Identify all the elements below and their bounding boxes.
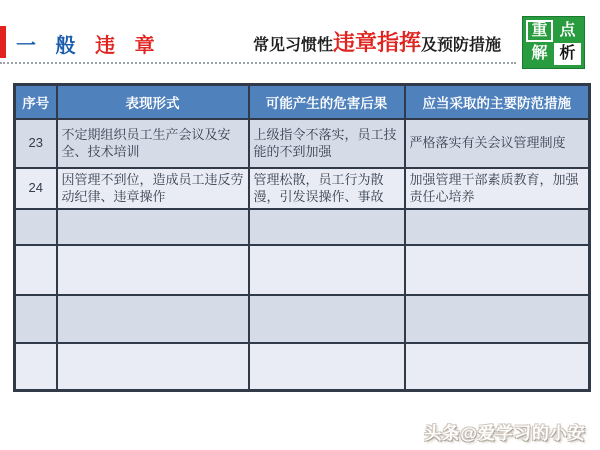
subtitle-suffix: 及预防措施 <box>421 37 502 54</box>
cell-form: 不定期组织员工生产会议及安全、技术培训 <box>57 119 249 168</box>
cell-measure <box>405 343 590 391</box>
badge-char-3: 解 <box>531 45 548 62</box>
section-title <box>16 29 162 58</box>
slide-subtitle <box>253 26 501 57</box>
col-header-consequence: 可能产生的危害后果 <box>249 85 405 119</box>
table-row <box>15 209 590 245</box>
subtitle-highlight: 违章指挥 <box>333 30 422 55</box>
col-header-form: 表现形式 <box>57 85 249 119</box>
cell-measure: 严格落实有关会议管理制度 <box>405 119 590 168</box>
table-body <box>15 119 590 391</box>
table-row <box>15 119 590 168</box>
table-row <box>15 295 590 343</box>
cell-consequence: 上级指令不落实，员工技能的不到加强 <box>249 119 405 168</box>
section-title-red: 违 章 <box>95 35 162 57</box>
cell-number <box>15 209 57 245</box>
cell-number <box>15 245 57 295</box>
cell-consequence <box>249 295 405 343</box>
cell-form <box>57 343 249 391</box>
cell-consequence <box>249 245 405 295</box>
cell-consequence <box>249 343 405 391</box>
cell-number: 24 <box>15 168 57 209</box>
table-header-row <box>15 85 590 119</box>
key-analysis-badge <box>522 16 585 69</box>
cell-measure: 加强管理干部素质教育，加强责任心培养 <box>405 168 590 209</box>
dotted-divider <box>0 62 516 64</box>
cell-form: 因管理不到位，造成员工违反劳动纪律、违章操作 <box>57 168 249 209</box>
cell-form <box>57 209 249 245</box>
section-title-blue: 一 般 <box>16 35 83 57</box>
watermark: 头条@爱学习的小安 <box>424 424 586 443</box>
cell-number: 23 <box>15 119 57 168</box>
subtitle-prefix: 常见习惯性 <box>253 37 334 54</box>
table-row <box>15 245 590 295</box>
cell-number <box>15 295 57 343</box>
violations-table <box>13 83 591 392</box>
badge-char-4: 析 <box>554 43 581 65</box>
cell-form <box>57 295 249 343</box>
table-header <box>15 85 590 119</box>
cell-number <box>15 343 57 391</box>
table-row <box>15 343 590 391</box>
cell-measure <box>405 245 590 295</box>
table-row <box>15 168 590 209</box>
col-header-measure: 应当采取的主要防范措施 <box>405 85 590 119</box>
cell-measure <box>405 295 590 343</box>
cell-consequence <box>249 209 405 245</box>
cell-consequence: 管理松散，员工行为散漫，引发误操作、事故 <box>249 168 405 209</box>
cell-form <box>57 245 249 295</box>
badge-char-1: 重 <box>526 20 553 42</box>
left-accent-bar <box>0 26 6 58</box>
badge-char-2: 点 <box>559 22 576 39</box>
cell-measure <box>405 209 590 245</box>
col-header-number: 序号 <box>15 85 57 119</box>
